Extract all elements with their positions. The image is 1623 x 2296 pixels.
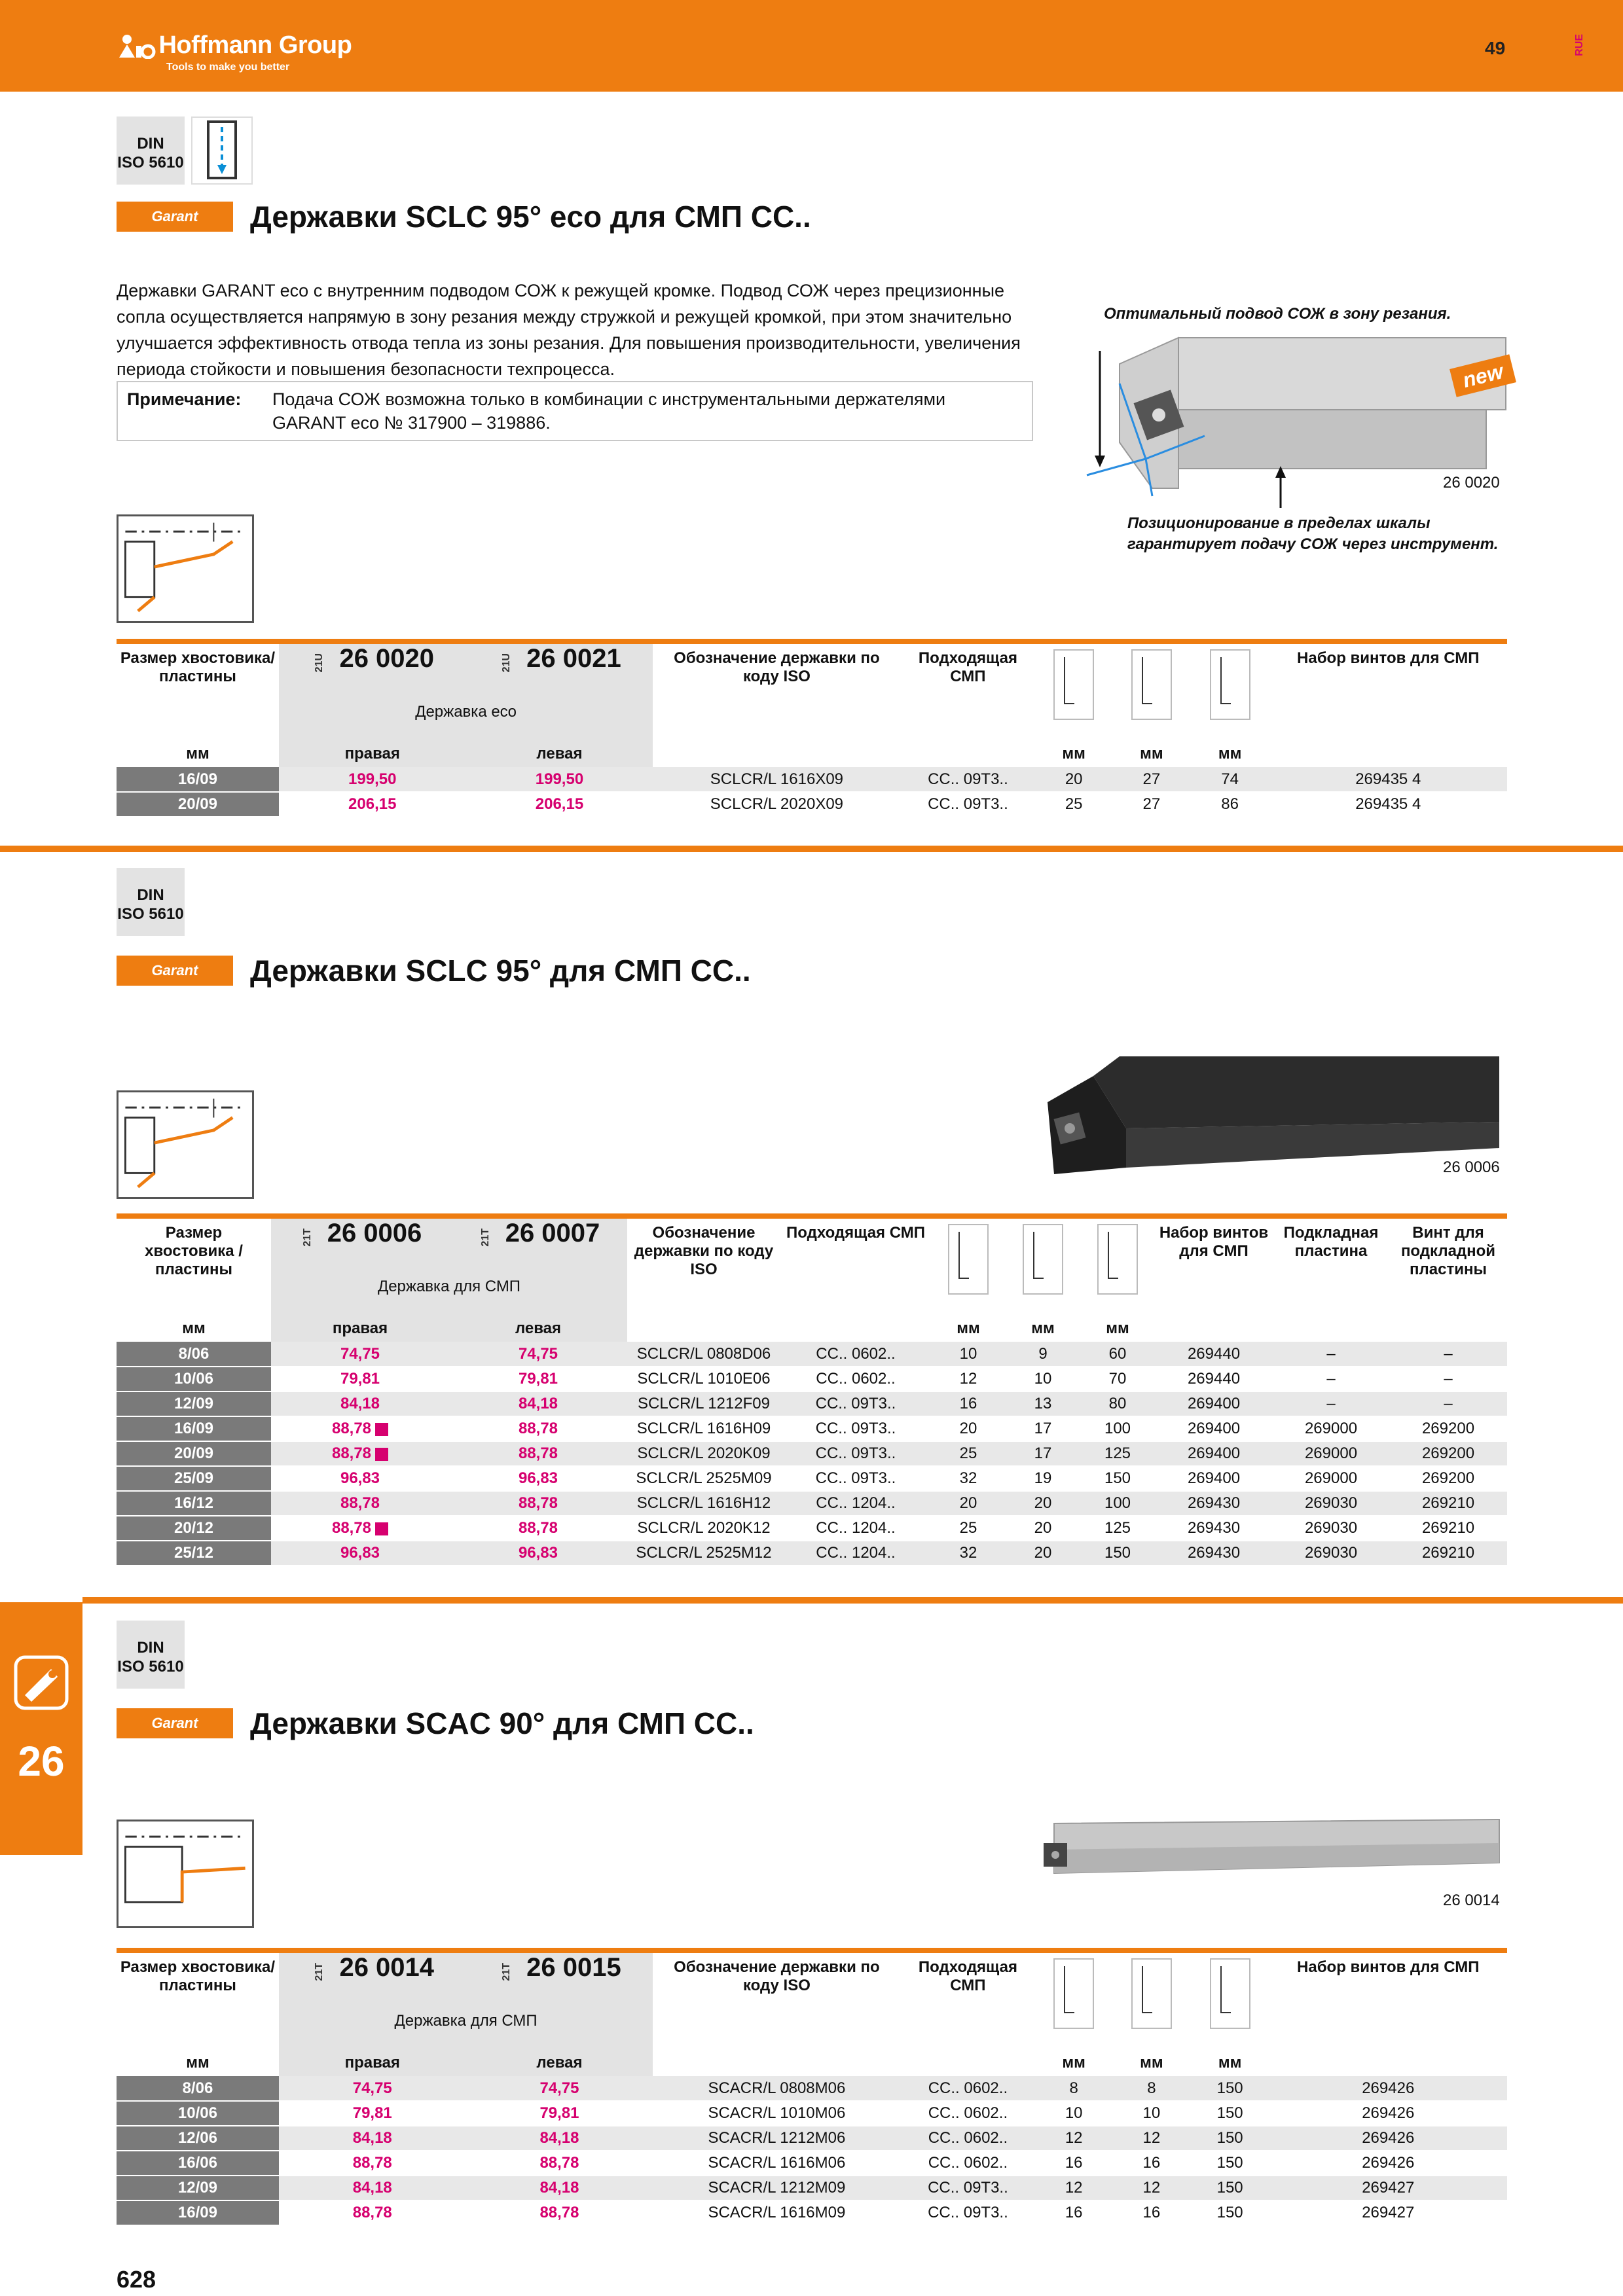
size-cell: 10/06 <box>117 1367 271 1391</box>
table-row <box>117 2176 1507 2200</box>
price-left: 84,18 <box>466 2126 653 2151</box>
dim-1: 16 <box>1035 2200 1112 2225</box>
sclc-holder-image <box>1041 1050 1506 1181</box>
dim-3: 150 <box>1191 2176 1269 2200</box>
screw-set: 269430 <box>1155 1516 1273 1541</box>
table-row <box>117 1491 1507 1516</box>
price-left: 84,18 <box>466 2176 653 2200</box>
size-cell: 16/09 <box>117 2200 279 2225</box>
size-cell: 16/09 <box>117 767 279 792</box>
table-row <box>117 2101 1507 2126</box>
dim-1: 20 <box>931 1491 1006 1516</box>
iso-code: SCACR/L 1010M06 <box>653 2101 900 2126</box>
turning-tool-icon <box>13 1655 69 1711</box>
note-text: Подача СОЖ возможна только в комбинации с инструментальными держателями GARANT eco № 317900 – 319886. <box>272 389 946 433</box>
price-left: 88,78 <box>449 1441 627 1466</box>
holder-profile-diagram <box>117 1820 254 1928</box>
shim-screw: 269200 <box>1389 1416 1507 1441</box>
dim-icon-3 <box>1191 1950 1269 2050</box>
price-left: 74,75 <box>466 2076 653 2101</box>
image-caption-bottom: Позиционирование в пределах шкалы гарантирует подачу СОЖ через инструмент. <box>1127 514 1499 553</box>
col-head-screws: Набор винтов для СМП <box>1297 1958 1480 1976</box>
price-right: 88,78 <box>271 1491 449 1516</box>
iso-code: SCACR/L 1616M06 <box>653 2151 900 2176</box>
price-right: 79,81 <box>279 2101 466 2126</box>
iso-code: SCACR/L 0808M06 <box>653 2076 900 2101</box>
insert-type: CC.. 1204.. <box>780 1516 931 1541</box>
insert-type: CC.. 09T3.. <box>900 792 1035 817</box>
dim-1: 16 <box>1035 2151 1112 2176</box>
insert-type: CC.. 09T3.. <box>900 2200 1035 2225</box>
price-left: 206,15 <box>466 792 653 817</box>
dim-2: 10 <box>1006 1367 1080 1391</box>
col-head-insert: Подходящая СМП <box>918 1958 1017 1994</box>
dim-2: 20 <box>1006 1491 1080 1516</box>
price-left: 96,83 <box>449 1541 627 1566</box>
price-left: 88,78 <box>449 1416 627 1441</box>
insert-type: CC.. 1204.. <box>780 1541 931 1566</box>
shim-screw: 269200 <box>1389 1466 1507 1491</box>
col-head-iso: Обозначение державки по коду ISO <box>634 1224 774 1278</box>
col-head-shim-screw: Винт для подкладной пластины <box>1400 1224 1496 1278</box>
screw-set: 269430 <box>1155 1541 1273 1566</box>
dim-icon-1 <box>1035 1950 1112 2050</box>
price-right: 88,78 <box>279 2200 466 2225</box>
table-row <box>117 1516 1507 1541</box>
dim-1: 25 <box>931 1441 1006 1466</box>
section-divider <box>82 1597 1623 1604</box>
section-title: Державки SCLC 95° для СМП CC.. <box>250 954 751 988</box>
screw-set: 269426 <box>1269 2076 1508 2101</box>
dim-1: 8 <box>1035 2076 1112 2101</box>
dim-1: 25 <box>931 1516 1006 1541</box>
dim-1: 32 <box>931 1541 1006 1566</box>
size-cell: 10/06 <box>117 2101 279 2126</box>
iso-code: SCLCR/L 1616X09 <box>653 767 900 792</box>
dim-2: 17 <box>1006 1441 1080 1466</box>
price-right: 84,18 <box>279 2176 466 2200</box>
price-left: 88,78 <box>466 2200 653 2225</box>
insert-type: CC.. 0602.. <box>900 2126 1035 2151</box>
table-row <box>117 792 1507 817</box>
size-cell: 25/09 <box>117 1466 271 1491</box>
iso-code: SCLCR/L 2020K09 <box>627 1441 780 1466</box>
brand-logo <box>117 31 352 73</box>
size-cell: 16/09 <box>117 1416 271 1441</box>
shim: 269000 <box>1273 1466 1389 1491</box>
price-right: 88,78 <box>271 1416 449 1441</box>
iso-code: SCACR/L 1212M09 <box>653 2176 900 2200</box>
iso-code: SCLCR/L 2020X09 <box>653 792 900 817</box>
dim-1: 12 <box>1035 2126 1112 2151</box>
dim-1: 12 <box>1035 2176 1112 2200</box>
dim-2: 19 <box>1006 1466 1080 1491</box>
dim-1: 20 <box>931 1416 1006 1441</box>
catalog-page-number: 49 <box>1485 38 1506 58</box>
dim-1: 12 <box>931 1367 1006 1391</box>
dim-2: 17 <box>1006 1416 1080 1441</box>
iso-code: SCACR/L 1616M09 <box>653 2200 900 2225</box>
dim-2: 27 <box>1112 767 1191 792</box>
table-row <box>117 2200 1507 2225</box>
dim-icon-3 <box>1191 641 1269 741</box>
screw-set: 269400 <box>1155 1466 1273 1491</box>
dim-3: 60 <box>1080 1342 1155 1367</box>
dim-2: 16 <box>1112 2151 1191 2176</box>
price-right: 96,83 <box>271 1541 449 1566</box>
insert-type: CC.. 0602.. <box>900 2076 1035 2101</box>
table-row <box>117 2151 1507 2176</box>
hoffmann-logo-icon <box>117 33 156 59</box>
shim-screw: 269200 <box>1389 1441 1507 1466</box>
table-row <box>117 1541 1507 1566</box>
iso-code: SCLCR/L 2525M09 <box>627 1466 780 1491</box>
dim-1: 10 <box>931 1342 1006 1367</box>
col-head-insert: Подходящая СМП <box>918 649 1017 685</box>
group-label: Державка для СМП <box>279 1992 653 2050</box>
price-right: 74,75 <box>279 2076 466 2101</box>
chapter-number: 26 <box>18 1738 65 1785</box>
price-right: 199,50 <box>279 767 466 792</box>
shim: 269030 <box>1273 1491 1389 1516</box>
dim-1: 16 <box>931 1391 1006 1416</box>
product-description: Державки GARANT eco с внутренним подводом СОЖ к режущей кромке. Подвод СОЖ через прецизионные сопла осуществляется напрямую в зону резания между стружкой и режущей кромкой, при этом значительно улучшается эффективность отвода тепла из зоны резания. Для повышения производительности, увеличения периода стойкости и повышения безопасности техпроцесса. <box>117 281 1021 379</box>
footer-page-number: 628 <box>117 2266 156 2293</box>
internal-coolant-icon <box>191 117 253 185</box>
price-left: 88,78 <box>449 1516 627 1541</box>
size-cell: 20/12 <box>117 1516 271 1541</box>
shim: – <box>1273 1391 1389 1416</box>
garant-brand-badge: Garant <box>117 1708 233 1738</box>
brand-name: Hoffmann Group <box>158 31 352 59</box>
shim: 269000 <box>1273 1416 1389 1441</box>
product-table-scac: Размер хвостовика/ пластины 21T 26 0014 21T 26 0015 Обозначение державки по коду ISO Подходящая СМП Набор винтов для СМП Державка для СМП мм правая левая мм мм мм 8/06 74,75 74,75 SCACR/L 0808M06 CC.. 0602.. 8 8 150 269426 10/06 79,81 79,81 SCACR/L 1010M06 CC.. 0602.. 10 10 150 269426 12/06 84,18 84,18 SCACR/L 1212M06 CC.. 0602.. 12 12 150 269426 16/06 88,78 88,78 SCACR/L 1616M06 CC.. 0602.. 16 16 150 269426 12/09 84,18 84,18 SCACR/L 1212M09 CC.. 09T3.. 12 12 150 269427 16/09 88,78 88,78 SCACR/L 1616M09 CC.. 09T3.. 16 16 150 269427 <box>117 1948 1507 2226</box>
dim-2: 12 <box>1112 2126 1191 2151</box>
iso-code: SCLCR/L 1616H09 <box>627 1416 780 1441</box>
insert-type: CC.. 1204.. <box>780 1491 931 1516</box>
table-row <box>117 1391 1507 1416</box>
screw-set: 269430 <box>1155 1491 1273 1516</box>
col-head-iso: Обозначение державки по коду ISO <box>674 649 880 685</box>
image-caption-top: Оптимальный подвод СОЖ в зону резания. <box>1104 305 1451 323</box>
dim-3: 150 <box>1191 2101 1269 2126</box>
price-right: 74,75 <box>271 1342 449 1367</box>
price-right: 88,78 <box>271 1441 449 1466</box>
dim-3: 86 <box>1191 792 1269 817</box>
size-cell: 16/06 <box>117 2151 279 2176</box>
table-row <box>117 1367 1507 1391</box>
dim-icon-2 <box>1112 641 1191 741</box>
article-number-right: 26 0020 <box>339 644 435 673</box>
shim: – <box>1273 1367 1389 1391</box>
size-cell: 8/06 <box>117 2076 279 2101</box>
screw-set: 269426 <box>1269 2101 1508 2126</box>
dim-2: 8 <box>1112 2076 1191 2101</box>
dim-3: 125 <box>1080 1441 1155 1466</box>
iso-code: SCLCR/L 1010E06 <box>627 1367 780 1391</box>
iso-code: SCLCR/L 1616H12 <box>627 1491 780 1516</box>
dim-1: 10 <box>1035 2101 1112 2126</box>
iso-code: SCLCR/L 2020K12 <box>627 1516 780 1541</box>
din-badge: DIN ISO 5610 <box>117 117 185 185</box>
price-right: 88,78 <box>271 1516 449 1541</box>
price-left: 96,83 <box>449 1466 627 1491</box>
price-left: 199,50 <box>466 767 653 792</box>
table-row <box>117 1441 1507 1466</box>
price-left: 74,75 <box>449 1342 627 1367</box>
col-head-shim: Подкладная пластина <box>1283 1224 1379 1260</box>
image-article-code: 26 0020 <box>1443 474 1500 492</box>
table-row <box>117 2076 1507 2101</box>
size-cell: 20/09 <box>117 1441 271 1466</box>
iso-code: SCACR/L 1212M06 <box>653 2126 900 2151</box>
group-label: Державка для СМП <box>271 1258 627 1316</box>
shim: – <box>1273 1342 1389 1367</box>
screw-set: 269427 <box>1269 2200 1508 2225</box>
insert-type: CC.. 09T3.. <box>900 767 1035 792</box>
price-right: 88,78 <box>279 2151 466 2176</box>
image-article-code: 26 0006 <box>1443 1158 1500 1176</box>
note-box <box>117 381 1033 441</box>
new-badge: new <box>1450 354 1516 397</box>
holder-profile-diagram <box>117 514 254 623</box>
dim-2: 9 <box>1006 1342 1080 1367</box>
marker-square-icon <box>375 1448 388 1461</box>
dim-icon-2 <box>1112 1950 1191 2050</box>
table-row <box>117 1466 1507 1491</box>
dim-3: 150 <box>1191 2200 1269 2225</box>
marker-square-icon <box>375 1423 388 1436</box>
article-number-left: 26 0015 <box>526 1953 621 1982</box>
screw-set: 269440 <box>1155 1342 1273 1367</box>
dim-2: 10 <box>1112 2101 1191 2126</box>
article-number-right: 26 0014 <box>339 1953 435 1982</box>
shim-screw: – <box>1389 1367 1507 1391</box>
dim-3: 150 <box>1080 1466 1155 1491</box>
dim-3: 70 <box>1080 1367 1155 1391</box>
insert-type: CC.. 0602.. <box>900 2151 1035 2176</box>
insert-type: CC.. 0602.. <box>900 2101 1035 2126</box>
dim-2: 20 <box>1006 1516 1080 1541</box>
price-left: 79,81 <box>449 1367 627 1391</box>
dim-3: 150 <box>1191 2151 1269 2176</box>
shim-screw: – <box>1389 1391 1507 1416</box>
product-table-eco: Размер хвостовика/ пластины 21U 26 0020 21U 26 0021 Обозначение державки по коду ISO Подходящая СМП Набор винтов для СМП Державка eco мм правая левая мм мм мм 16/09 199,50 199,50 SCLCR/L 1616X09 CC.. 09T3.. 20 27 74 269435 4 20/09 206,15 206,15 SCLCR/L 2020X09 CC.. 09T3.. 25 27 86 269435 4 <box>117 639 1507 817</box>
shim: 269000 <box>1273 1441 1389 1466</box>
brand-tagline: Tools to make you better <box>166 62 290 73</box>
dim-2: 13 <box>1006 1391 1080 1416</box>
price-left: 88,78 <box>449 1491 627 1516</box>
col-head-size: Размер хвостовика / пластины <box>145 1224 243 1278</box>
shim-screw: – <box>1389 1342 1507 1367</box>
group-label: Державка eco <box>279 683 653 741</box>
dim-1: 25 <box>1035 792 1112 817</box>
table-row <box>117 1342 1507 1367</box>
dim-3: 150 <box>1191 2076 1269 2101</box>
insert-type: CC.. 0602.. <box>780 1367 931 1391</box>
dim-icon-1 <box>1035 641 1112 741</box>
price-right: 206,15 <box>279 792 466 817</box>
dim-icon-1 <box>931 1216 1006 1316</box>
screw-set: 269435 4 <box>1269 792 1508 817</box>
dim-icon-3 <box>1080 1216 1155 1316</box>
insert-type: CC.. 09T3.. <box>900 2176 1035 2200</box>
iso-code: SCLCR/L 0808D06 <box>627 1342 780 1367</box>
price-left: 79,81 <box>466 2101 653 2126</box>
iso-code: SCLCR/L 1212F09 <box>627 1391 780 1416</box>
section-divider <box>0 846 1623 852</box>
dim-1: 32 <box>931 1466 1006 1491</box>
price-left: 84,18 <box>449 1391 627 1416</box>
product-table-sclc: Размер хвостовика / пластины 21T 26 0006 21T 26 0007 Обозначение державки по коду ISO Подходящая СМП Набор винтов для СМП Подкладная пластина Винт для подкладной пластины Державка для СМП мм правая левая мм мм мм 8/06 74,75 74,75 SCLCR/L 0808D06 CC.. 0602.. 10 9 60 269440 – – 10/06 79,81 79,81 SCLCR/L 1010E06 CC.. 0602.. 12 10 70 269440 – – 12/09 84,18 84,18 SCLCR/L 1212F09 CC.. 09T3.. 16 13 80 269400 – – 16/09 88,78 88,78 SCLCR/L 1616H09 CC.. 09T3.. 20 17 100 269400 269000 269200 20/09 88,78 88,78 SCLCR/L 2020K09 CC.. 09T3.. 25 17 125 269400 269000 269200 25/09 96,83 96,83 SCLCR/L 2525M09 CC.. 09T3.. 32 19 150 269400 269000 269200 16/12 88,78 88,78 SCLCR/L 1616H12 CC.. 1204.. 20 20 100 269430 269030 269210 20/12 88,78 88,78 SCLCR/L 2020K12 CC.. 1204.. 25 20 125 269430 269030 269210 25/12 96,83 96,83 SCLCR/L 2525M12 CC.. 1204.. 32 20 150 269430 269030 269210 <box>117 1213 1507 1566</box>
price-right: 79,81 <box>271 1367 449 1391</box>
article-number-right: 26 0006 <box>327 1219 422 1247</box>
shim: 269030 <box>1273 1516 1389 1541</box>
dim-3: 100 <box>1080 1416 1155 1441</box>
shim-screw: 269210 <box>1389 1491 1507 1516</box>
size-cell: 12/09 <box>117 2176 279 2200</box>
col-head-size: Размер хвостовика/ пластины <box>120 1958 276 1994</box>
shim-screw: 269210 <box>1389 1541 1507 1566</box>
dim-3: 80 <box>1080 1391 1155 1416</box>
garant-brand-badge: Garant <box>117 956 233 986</box>
price-right: 84,18 <box>271 1391 449 1416</box>
dim-2: 20 <box>1006 1541 1080 1566</box>
dim-1: 20 <box>1035 767 1112 792</box>
col-head-screws: Набор винтов для СМП <box>1159 1224 1269 1260</box>
insert-type: CC.. 09T3.. <box>780 1441 931 1466</box>
shim-screw: 269210 <box>1389 1516 1507 1541</box>
size-cell: 25/12 <box>117 1541 271 1566</box>
screw-set: 269400 <box>1155 1416 1273 1441</box>
dim-3: 150 <box>1191 2126 1269 2151</box>
size-cell: 12/09 <box>117 1391 271 1416</box>
section-title: Державки SCLC 95° eco для СМП CC.. <box>250 200 811 234</box>
article-number-left: 26 0021 <box>526 644 621 673</box>
note-label: Примечание: <box>127 389 242 409</box>
screw-set: 269435 4 <box>1269 767 1508 792</box>
screw-set: 269426 <box>1269 2126 1508 2151</box>
dim-3: 100 <box>1080 1491 1155 1516</box>
iso-code: SCLCR/L 2525M12 <box>627 1541 780 1566</box>
holder-profile-diagram <box>117 1090 254 1199</box>
insert-type: CC.. 09T3.. <box>780 1466 931 1491</box>
size-cell: 16/12 <box>117 1491 271 1516</box>
dim-icon-2 <box>1006 1216 1080 1316</box>
image-article-code: 26 0014 <box>1443 1892 1500 1909</box>
col-head-screws: Набор винтов для СМП <box>1297 649 1480 667</box>
article-number-left: 26 0007 <box>505 1219 600 1247</box>
dim-2: 16 <box>1112 2200 1191 2225</box>
shim: 269030 <box>1273 1541 1389 1566</box>
dim-2: 12 <box>1112 2176 1191 2200</box>
insert-type: CC.. 09T3.. <box>780 1416 931 1441</box>
dim-3: 150 <box>1080 1541 1155 1566</box>
insert-type: CC.. 0602.. <box>780 1342 931 1367</box>
screw-set: 269400 <box>1155 1441 1273 1466</box>
col-head-insert: Подходящая СМП <box>786 1224 925 1242</box>
size-cell: 12/06 <box>117 2126 279 2151</box>
dim-3: 125 <box>1080 1516 1155 1541</box>
col-head-size: Размер хвостовика/ пластины <box>120 649 276 685</box>
table-row <box>117 2126 1507 2151</box>
screw-set: 269426 <box>1269 2151 1508 2176</box>
table-row <box>117 1416 1507 1441</box>
section-title: Державки SCAC 90° для СМП CC.. <box>250 1706 754 1740</box>
screw-set: 269440 <box>1155 1367 1273 1391</box>
screw-set: 269427 <box>1269 2176 1508 2200</box>
price-right: 84,18 <box>279 2126 466 2151</box>
chapter-tab <box>0 1602 82 1855</box>
din-badge: DIN ISO 5610 <box>117 868 185 936</box>
din-badge: DIN ISO 5610 <box>117 1621 185 1689</box>
dim-2: 27 <box>1112 792 1191 817</box>
language-code: RUE <box>1574 34 1585 56</box>
screw-set: 269400 <box>1155 1391 1273 1416</box>
scac-holder-image <box>1041 1810 1506 1889</box>
size-cell: 8/06 <box>117 1342 271 1367</box>
dim-3: 74 <box>1191 767 1269 792</box>
insert-type: CC.. 09T3.. <box>780 1391 931 1416</box>
price-right: 96,83 <box>271 1466 449 1491</box>
price-left: 88,78 <box>466 2151 653 2176</box>
size-cell: 20/09 <box>117 792 279 817</box>
table-row <box>117 767 1507 792</box>
garant-brand-badge: Garant <box>117 202 233 232</box>
marker-square-icon <box>375 1522 388 1535</box>
col-head-iso: Обозначение державки по коду ISO <box>674 1958 880 1994</box>
